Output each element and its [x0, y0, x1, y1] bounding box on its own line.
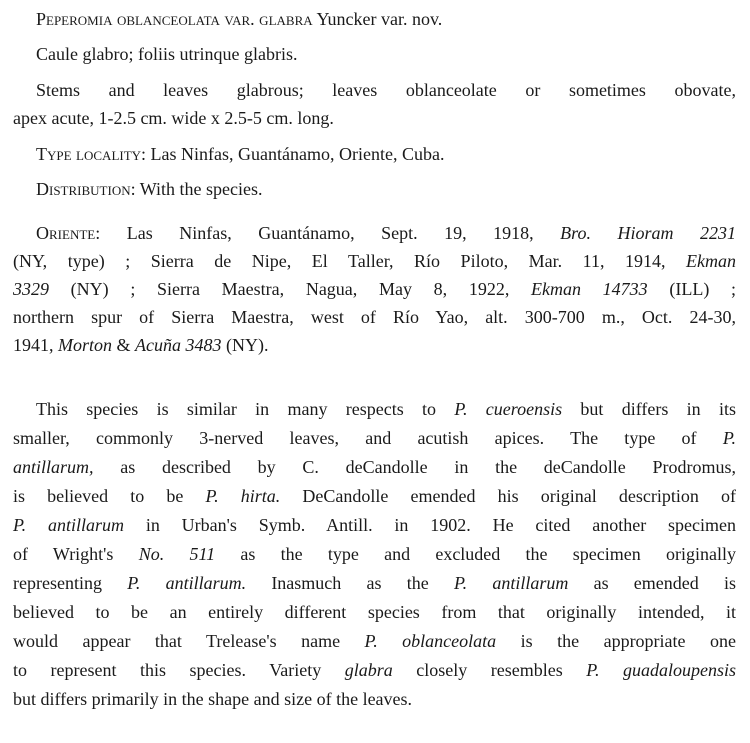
collector: Acuña 3483 — [135, 335, 222, 355]
specimens-line-3: 3329 (NY) ; Sierra Maestra, Nagua, May 8, 1922, Ekman 14733 (ILL) ; — [13, 279, 736, 299]
specimens-line-2: (NY, type) ; Sierra de Nipe, El Taller, Río Piloto, Mar. 11, 1914, Ekman — [13, 251, 736, 271]
discussion-line-6: of Wright's No. 511 as the type and excluded the specimen originally — [13, 544, 736, 564]
collector: Bro. Hioram 2231 — [560, 223, 736, 243]
discussion-line-7: representing P. antillarum. Inasmuch as the P. antillarum as emended is — [13, 573, 736, 593]
taxon-name: Peperomia oblanceolata var. glabra — [36, 9, 313, 29]
type-locality-label: Type locality — [36, 144, 142, 164]
distribution-label: Distribution — [36, 179, 131, 199]
collector: Ekman — [686, 251, 736, 271]
discussion-line-1: This species is similar in many respects to P. cueroensis but differs in its — [36, 399, 736, 419]
discussion-line-11: but differs primarily in the shape and size of the leaves. — [13, 689, 413, 709]
collector-number: 3329 — [13, 279, 49, 299]
distribution — [36, 175, 263, 203]
specimens-region: Oriente — [36, 223, 96, 243]
distribution-text: : With the species. — [130, 179, 263, 199]
discussion-line-3: antillarum, as described by C. deCandolle in the deCandolle Prodromus, — [13, 457, 736, 477]
specimens-line-1: Oriente: Las Ninfas, Guantánamo, Sept. 19, 1918, Bro. Hioram 2231 — [36, 223, 736, 243]
taxon-authority: Yuncker var. nov. — [312, 9, 443, 29]
discussion-line-2: smaller, commonly 3-nerved leaves, and acutish apices. The type of P. — [13, 428, 736, 448]
discussion-line-9: would appear that Trelease's name P. oblanceolata is the appropriate one — [13, 631, 736, 651]
latin-diagnosis: Caule glabro; foliis utrinque glabris. — [36, 44, 298, 64]
discussion-line-8: believed to be an entirely different species from that originally intended, it — [13, 602, 736, 622]
type-locality-text: : Las Ninfas, Guantánamo, Oriente, Cuba. — [141, 144, 445, 164]
discussion-line-5: P. antillarum in Urban's Symb. Antill. in 1902. He cited another specimen — [13, 515, 736, 535]
specimens-line-4: northern spur of Sierra Maestra, west of Río Yao, alt. 300-700 m., Oct. 24-30, — [13, 307, 736, 327]
description-line-1: Stems and leaves glabrous; leaves oblanceolate or sometimes obovate, — [36, 80, 736, 100]
collector: Morton — [58, 335, 112, 355]
specimens-line-5: 1941, Morton & Acuña 3483 (NY). — [13, 335, 269, 355]
discussion-line-4: is believed to be P. hirta. DeCandolle emended his original description of — [13, 486, 736, 506]
taxon-heading — [36, 5, 442, 33]
collector: Ekman 14733 — [531, 279, 648, 299]
discussion-line-10: to represent this species. Variety glabra closely resembles P. guadaloupensis — [13, 660, 736, 680]
type-locality — [36, 140, 444, 168]
description-line-2: apex acute, 1-2.5 cm. wide x 2.5-5 cm. long. — [13, 108, 334, 128]
